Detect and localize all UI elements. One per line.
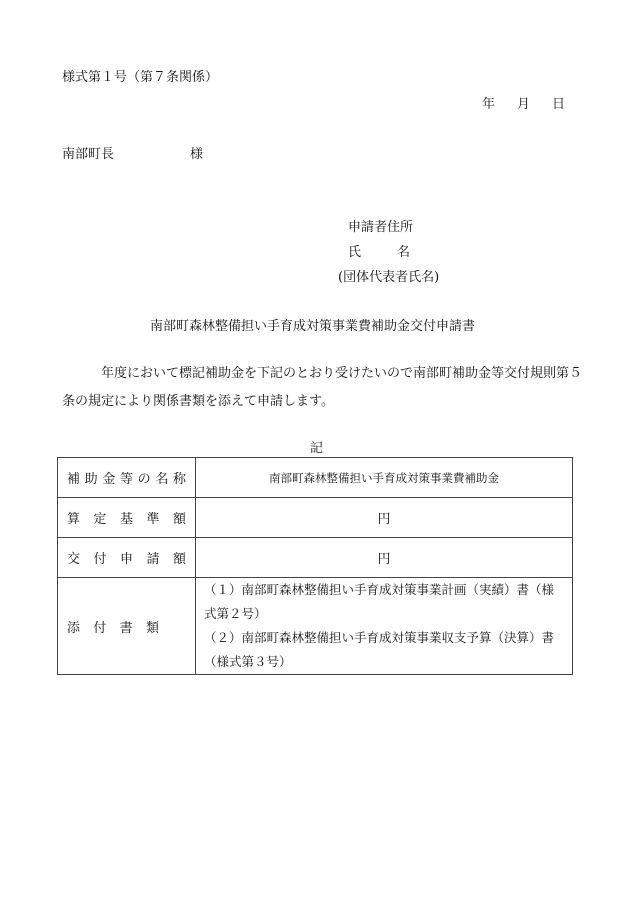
document-title: 南部町森林整備担い手育成対策事業費補助金交付申請書 xyxy=(150,319,476,334)
applicant-name-label-1: 氏 xyxy=(348,245,362,260)
subsidy-name-value: 南部町森林整備担い手育成対策事業費補助金 xyxy=(196,458,573,498)
table-row-requested-amount xyxy=(58,538,573,578)
addressee-honorific: 様 xyxy=(190,147,204,162)
table-row-subsidy-name xyxy=(58,458,573,498)
date-line xyxy=(482,93,565,112)
applicant-name-label-2: 名 xyxy=(397,245,411,260)
subsidy-name-label: 補助金等の名称 xyxy=(58,458,196,498)
attachments-list xyxy=(196,578,573,675)
addressee-name: 南部町長 xyxy=(62,147,115,162)
date-day: 日 xyxy=(552,97,566,112)
table-row-attachments xyxy=(58,578,573,675)
date-month: 月 xyxy=(517,97,531,112)
date-year: 年 xyxy=(482,97,496,112)
applicant-address-label: 申請者住所 xyxy=(348,220,414,235)
attachment-item: （２）南部町森林整備担い手育成対策事業収支予算（決算）書（様式第３号） xyxy=(204,630,555,669)
attachment-item: （１）南部町森林整備担い手育成対策事業計画（実績）書（様式第２号） xyxy=(204,582,555,621)
body-text: 年度において標記補助金を下記のとおり受けたいので南部町補助金等交付規則第５条の規定により関係書類を添えて申請します。 xyxy=(62,366,583,409)
table-row-base-amount xyxy=(58,498,573,538)
requested-amount-label: 交付申請額 xyxy=(58,538,196,578)
application-info-table xyxy=(57,457,573,675)
form-label: 様式第１号（第７条関係） xyxy=(62,70,219,85)
addressee xyxy=(62,143,203,162)
base-amount-value: 円 xyxy=(196,498,573,538)
base-amount-label: 算定基準額 xyxy=(58,498,196,538)
applicant-representative-label: (団体代表者氏名) xyxy=(338,270,440,285)
ki-heading: 記 xyxy=(310,441,324,456)
requested-amount-value: 円 xyxy=(196,538,573,578)
attachments-label: 添付書類 xyxy=(58,578,196,675)
applicant-name-label xyxy=(348,241,410,260)
